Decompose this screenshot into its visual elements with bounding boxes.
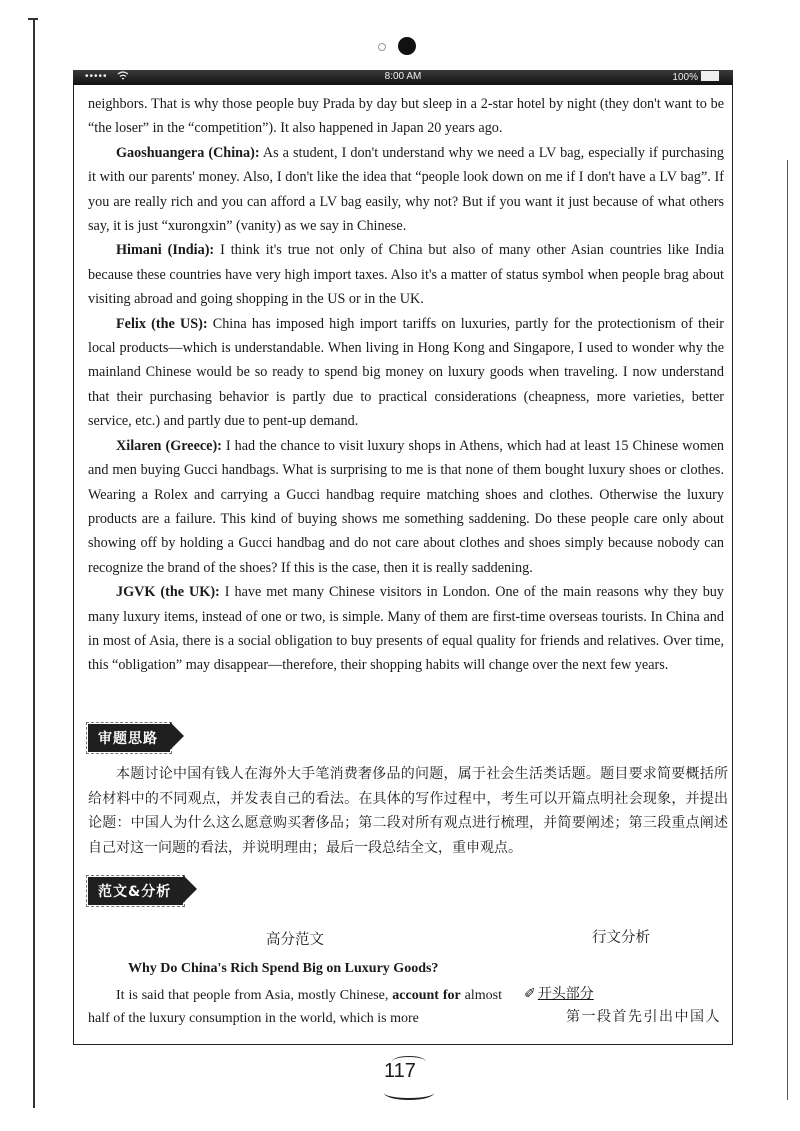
pen-icon: ✐ [524,986,536,1002]
essay-title: Why Do China's Rich Spend Big on Luxury Goods? [128,961,439,976]
essay-paragraph [88,984,502,1030]
speaker-name: JGVK (the UK): [116,584,220,601]
speaker-name: Felix (the US): [116,315,208,332]
paragraph-text: I have met many Chinese visitors in London. One of the main reasons why they buy many luxury items, instead of one or two, is simple. Many of them are first-time overseas tourists. In China and in most of Asia, there is a social obligation to buy presents of equal quality for friends and relatives. Over time, this “obligation” may disappear—therefore, their shopping habits will change over the next few years. [88,584,724,674]
section-heading-sample [88,877,197,901]
analysis-label [524,983,594,1003]
battery-percent: 100% [672,72,698,83]
section-heading-label: 审题思路 [88,724,170,752]
status-time: 8:00 AM [384,71,422,82]
phone-camera-icon [398,37,416,55]
phone-speaker-icon [378,43,386,51]
paragraph-text: I had the chance to visit luxury shops in Athens, which had at least 15 Chinese women and men buying Gucci handbags. What is surprising to me is that none of them bought luxury shoes or clothes. Wearing a Rolex and carrying a Gucci handbag require matching shoes and clothes. Otherwise the luxury products are a failure. This kind of buying shows me something saddening. Do these people care only about showing off by holding a Gucci handbag and do not care about clothes and shoes simply because nobody can recognize the brand of the shoes? If this is the case, then it is really saddening. [88,437,724,576]
battery-icon [701,71,719,81]
essay-key-phrase: account for [392,988,461,1003]
section-heading-analysis [88,724,184,748]
opinion-paragraph [88,238,724,311]
paragraph-text: China has imposed high import tariffs on luxuries, partly for the protectionism of their local products—which is understandable. When living in Hong Kong and Singapore, I used to wonder why the mainland Chinese would be so ready to spend big money on luxury goods when traveling. I now understand that their purchasing behavior is partly due to practical considerations (cheapness, more varieties, better service, etc.) and partly due to pent-up demand. [88,315,724,430]
essay-text: It is said that people from Asia, mostly Chinese, [116,988,393,1003]
paragraph-text: neighbors. That is why those people buy Prada by day but sleep in a 2-star hotel by night (they don't want to be “the loser” in the “competition”). It also happened in Japan 20 years ago. [88,96,724,137]
essay-text: almost half of the luxury consumption in the world, which is more [88,988,502,1026]
paragraph-continuation [88,92,724,141]
scan-edge-left [33,18,35,1108]
analysis-label-text: 开头部分 [537,986,594,1002]
opinion-paragraph [88,312,724,434]
analysis-paragraph [88,762,728,860]
scan-edge-tick [28,18,38,20]
opinions-text [88,92,724,678]
status-bar [73,70,733,85]
chevron-right-icon [183,875,197,903]
opinion-paragraph [88,580,724,678]
essay-body [88,984,502,1030]
page-number: 117 [384,1060,416,1082]
analysis-text: 本题讨论中国有钱人在海外大手笔消费奢侈品的问题，属于社会生活类话题。题目要求简要概括所给材料中的不同观点，并发表自己的看法。在具体的写作过程中，考生可以开篇点明社会现象，并提出论题：中国人为什么这么愿意购买奢侈品；第二段对所有观点进行梳理，并简要阐述；第三段重点阐述自己对这一问题的看法，并说明理由；最后一段总结全文，重申观点。 [88,766,728,856]
analysis-note: 第一段首先引出中国人 [566,1009,721,1025]
paragraph-text: I think it's true not only of China but also of many other Asian countries like India because these countries have very high import taxes. Also it's a matter of status symbol when people brag about visiting abroad and going shopping in the US or in the UK. [88,242,724,308]
paragraph-text: As a student, I don't understand why we need a LV bag, especially if purchasing it with our parents' money. Also, I don't like the idea that “people look down on me if I don't have a LV bag”. If you are really rich and you can afford a LV bag easily, why not? But if you want it just because of what others say, it is just “xurongxin” (vanity) as we say in Chinese. [88,144,724,235]
speaker-name: Xilaren (Greece): [116,437,222,454]
speaker-name: Gaoshuangera (China): [116,144,260,161]
column-heading-analysis: 行文分析 [592,930,650,946]
speaker-name: Himani (India): [116,242,215,259]
opinion-paragraph [88,141,724,239]
column-heading-essay: 高分范文 [266,932,324,948]
scan-edge-right [787,160,788,1100]
signal-strength: ••••• [85,71,108,82]
page-number-ornament [384,1086,434,1100]
opinion-paragraph [88,434,724,580]
section-heading-label: 范文&分析 [88,877,183,905]
battery-indicator [672,71,719,83]
chevron-right-icon [170,722,184,750]
